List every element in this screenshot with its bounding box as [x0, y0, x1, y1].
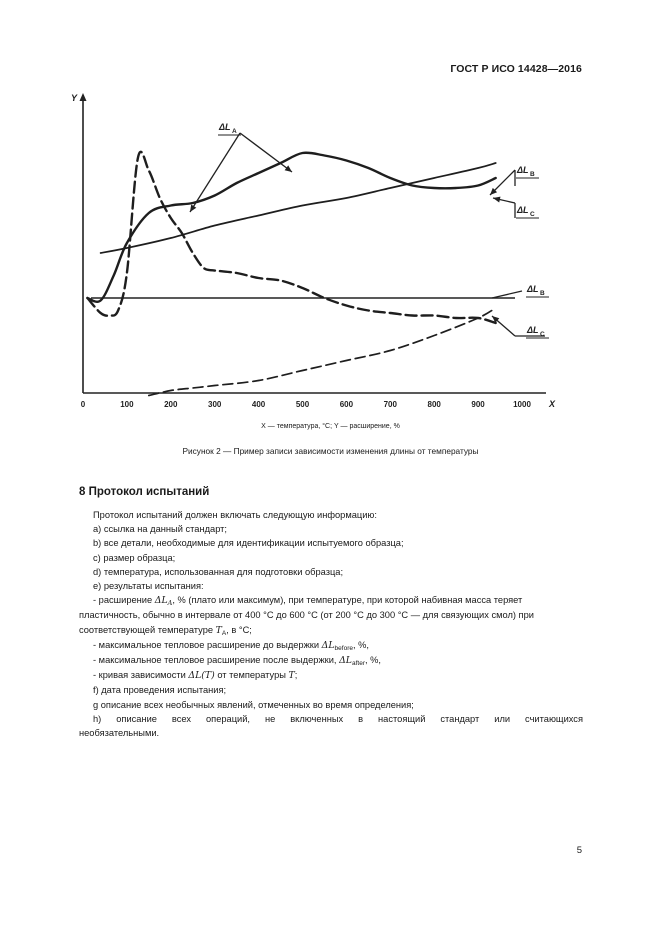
- arrowhead-3: [493, 197, 501, 203]
- figure-chart: [0, 0, 661, 440]
- result-expansion: [79, 593, 583, 638]
- list-item-h-line2: необязательными.: [79, 728, 160, 739]
- annotation-subscript-2: C: [530, 211, 535, 218]
- result-curve-text-1: - кривая зависимости: [93, 670, 189, 681]
- result-curve: [79, 668, 583, 683]
- result-before-text-1: - максимальное тепловое расширение до выдержки: [93, 639, 322, 650]
- section-intro: Протокол испытаний должен включать следующую информацию:: [93, 510, 377, 520]
- list-item-a: a) ссылка на данный стандарт;: [93, 524, 227, 535]
- chart-svg: [0, 0, 661, 440]
- delta-l-symbol: ΔL: [321, 639, 335, 651]
- result-after-text-2: , %,: [365, 655, 382, 666]
- series-line-0: [87, 153, 495, 302]
- list-item-b: b) все детали, необходимые для идентификации испытуемого образца;: [93, 538, 404, 549]
- subscript-a-temp: A: [221, 629, 227, 637]
- result-after: [79, 653, 583, 668]
- result-expansion-text-3: , в °С;: [226, 624, 252, 635]
- x-tick-label: 400: [251, 400, 266, 409]
- x-tick-label: 1000: [513, 400, 531, 409]
- result-expansion-text-2: , % (плато или максимум), при температуре, при которой набивная масса теряет пластичность, обычно в интервале от 400 °С до 600 °С (от 200 °С до 300 °С — для связующих смол) при соответствующей температуре: [79, 595, 534, 635]
- annotation-label-2: ΔL: [517, 205, 529, 215]
- result-before: [79, 638, 583, 653]
- list-item-g: g описание всех необычных явлений, отмеченных во время определения;: [93, 699, 414, 710]
- result-curve-text-3: ;: [294, 670, 298, 681]
- annotation-subscript-4: C: [540, 331, 545, 338]
- temperature-symbol: T: [215, 624, 222, 636]
- temperature-var: T: [288, 670, 295, 682]
- delta-l-t-symbol: ΔL(T): [188, 670, 215, 682]
- annotation-subscript-0: A: [232, 128, 237, 135]
- document-id: ГОСТ Р ИСО 14428—2016: [450, 63, 582, 75]
- figure-caption: Рисунок 2 — Пример записи зависимости изменения длины от температуры: [182, 446, 479, 456]
- section-body: [79, 508, 583, 740]
- x-tick-label: 300: [208, 400, 222, 409]
- annotation-subscript-3: B: [540, 290, 545, 297]
- x-tick-label: 600: [339, 400, 354, 409]
- result-after-text-1: - максимальное тепловое расширение после выдержки,: [93, 655, 340, 666]
- arrowhead-0: [190, 205, 196, 213]
- x-tick-label: 700: [383, 400, 397, 409]
- annotation-leader-0-0: [190, 133, 240, 212]
- annotation-label-1: ΔL: [517, 165, 529, 175]
- list-item-c: c) размер образца;: [93, 552, 176, 563]
- list-item-f: f) дата проведения испытания;: [93, 685, 227, 696]
- result-curve-text-2: от температуры: [214, 670, 289, 681]
- y-axis-arrow: [80, 93, 87, 101]
- annotation-leader-3-0: [492, 291, 522, 298]
- list-item-e: e) результаты испытания:: [93, 581, 204, 592]
- list-item-d: d) температура, использованная для подготовки образца;: [93, 566, 344, 577]
- series-line-3: [149, 308, 496, 396]
- annotation-label-4: ΔL: [527, 325, 539, 335]
- annotation-label-3: ΔL: [527, 284, 539, 294]
- delta-l-symbol: ΔL: [154, 595, 168, 607]
- x-tick-label: 100: [120, 400, 134, 409]
- annotation-label-0: ΔL: [219, 122, 231, 132]
- y-axis-label: Y: [71, 93, 78, 103]
- x-tick-label: 200: [164, 400, 178, 409]
- figure-axis-note: X — температура, °С; Y — расширение, %: [261, 423, 400, 430]
- annotation-leader-0-1: [240, 133, 292, 172]
- result-before-text-2: , %,: [352, 639, 369, 650]
- result-expansion-text-1: - расширение: [93, 595, 155, 606]
- subscript-after: after: [351, 660, 365, 668]
- section-title: 8 Протокол испытаний: [79, 486, 210, 498]
- x-tick-label: 900: [471, 400, 485, 409]
- arrowhead-1: [285, 165, 292, 172]
- x-tick-label: 0: [80, 400, 86, 409]
- x-axis-label: X: [549, 399, 556, 409]
- annotation-subscript-1: B: [530, 171, 535, 178]
- subscript-a: A: [167, 599, 173, 608]
- x-tick-label: 800: [427, 400, 441, 409]
- subscript-before: before: [334, 644, 353, 652]
- x-tick-label: 500: [295, 400, 310, 409]
- list-item-h-line1: h) описание всех операций, не включенных в настоящий стандарт или считающихся: [93, 713, 583, 724]
- page-number: 5: [576, 845, 582, 856]
- delta-l-symbol: ΔL: [339, 655, 352, 667]
